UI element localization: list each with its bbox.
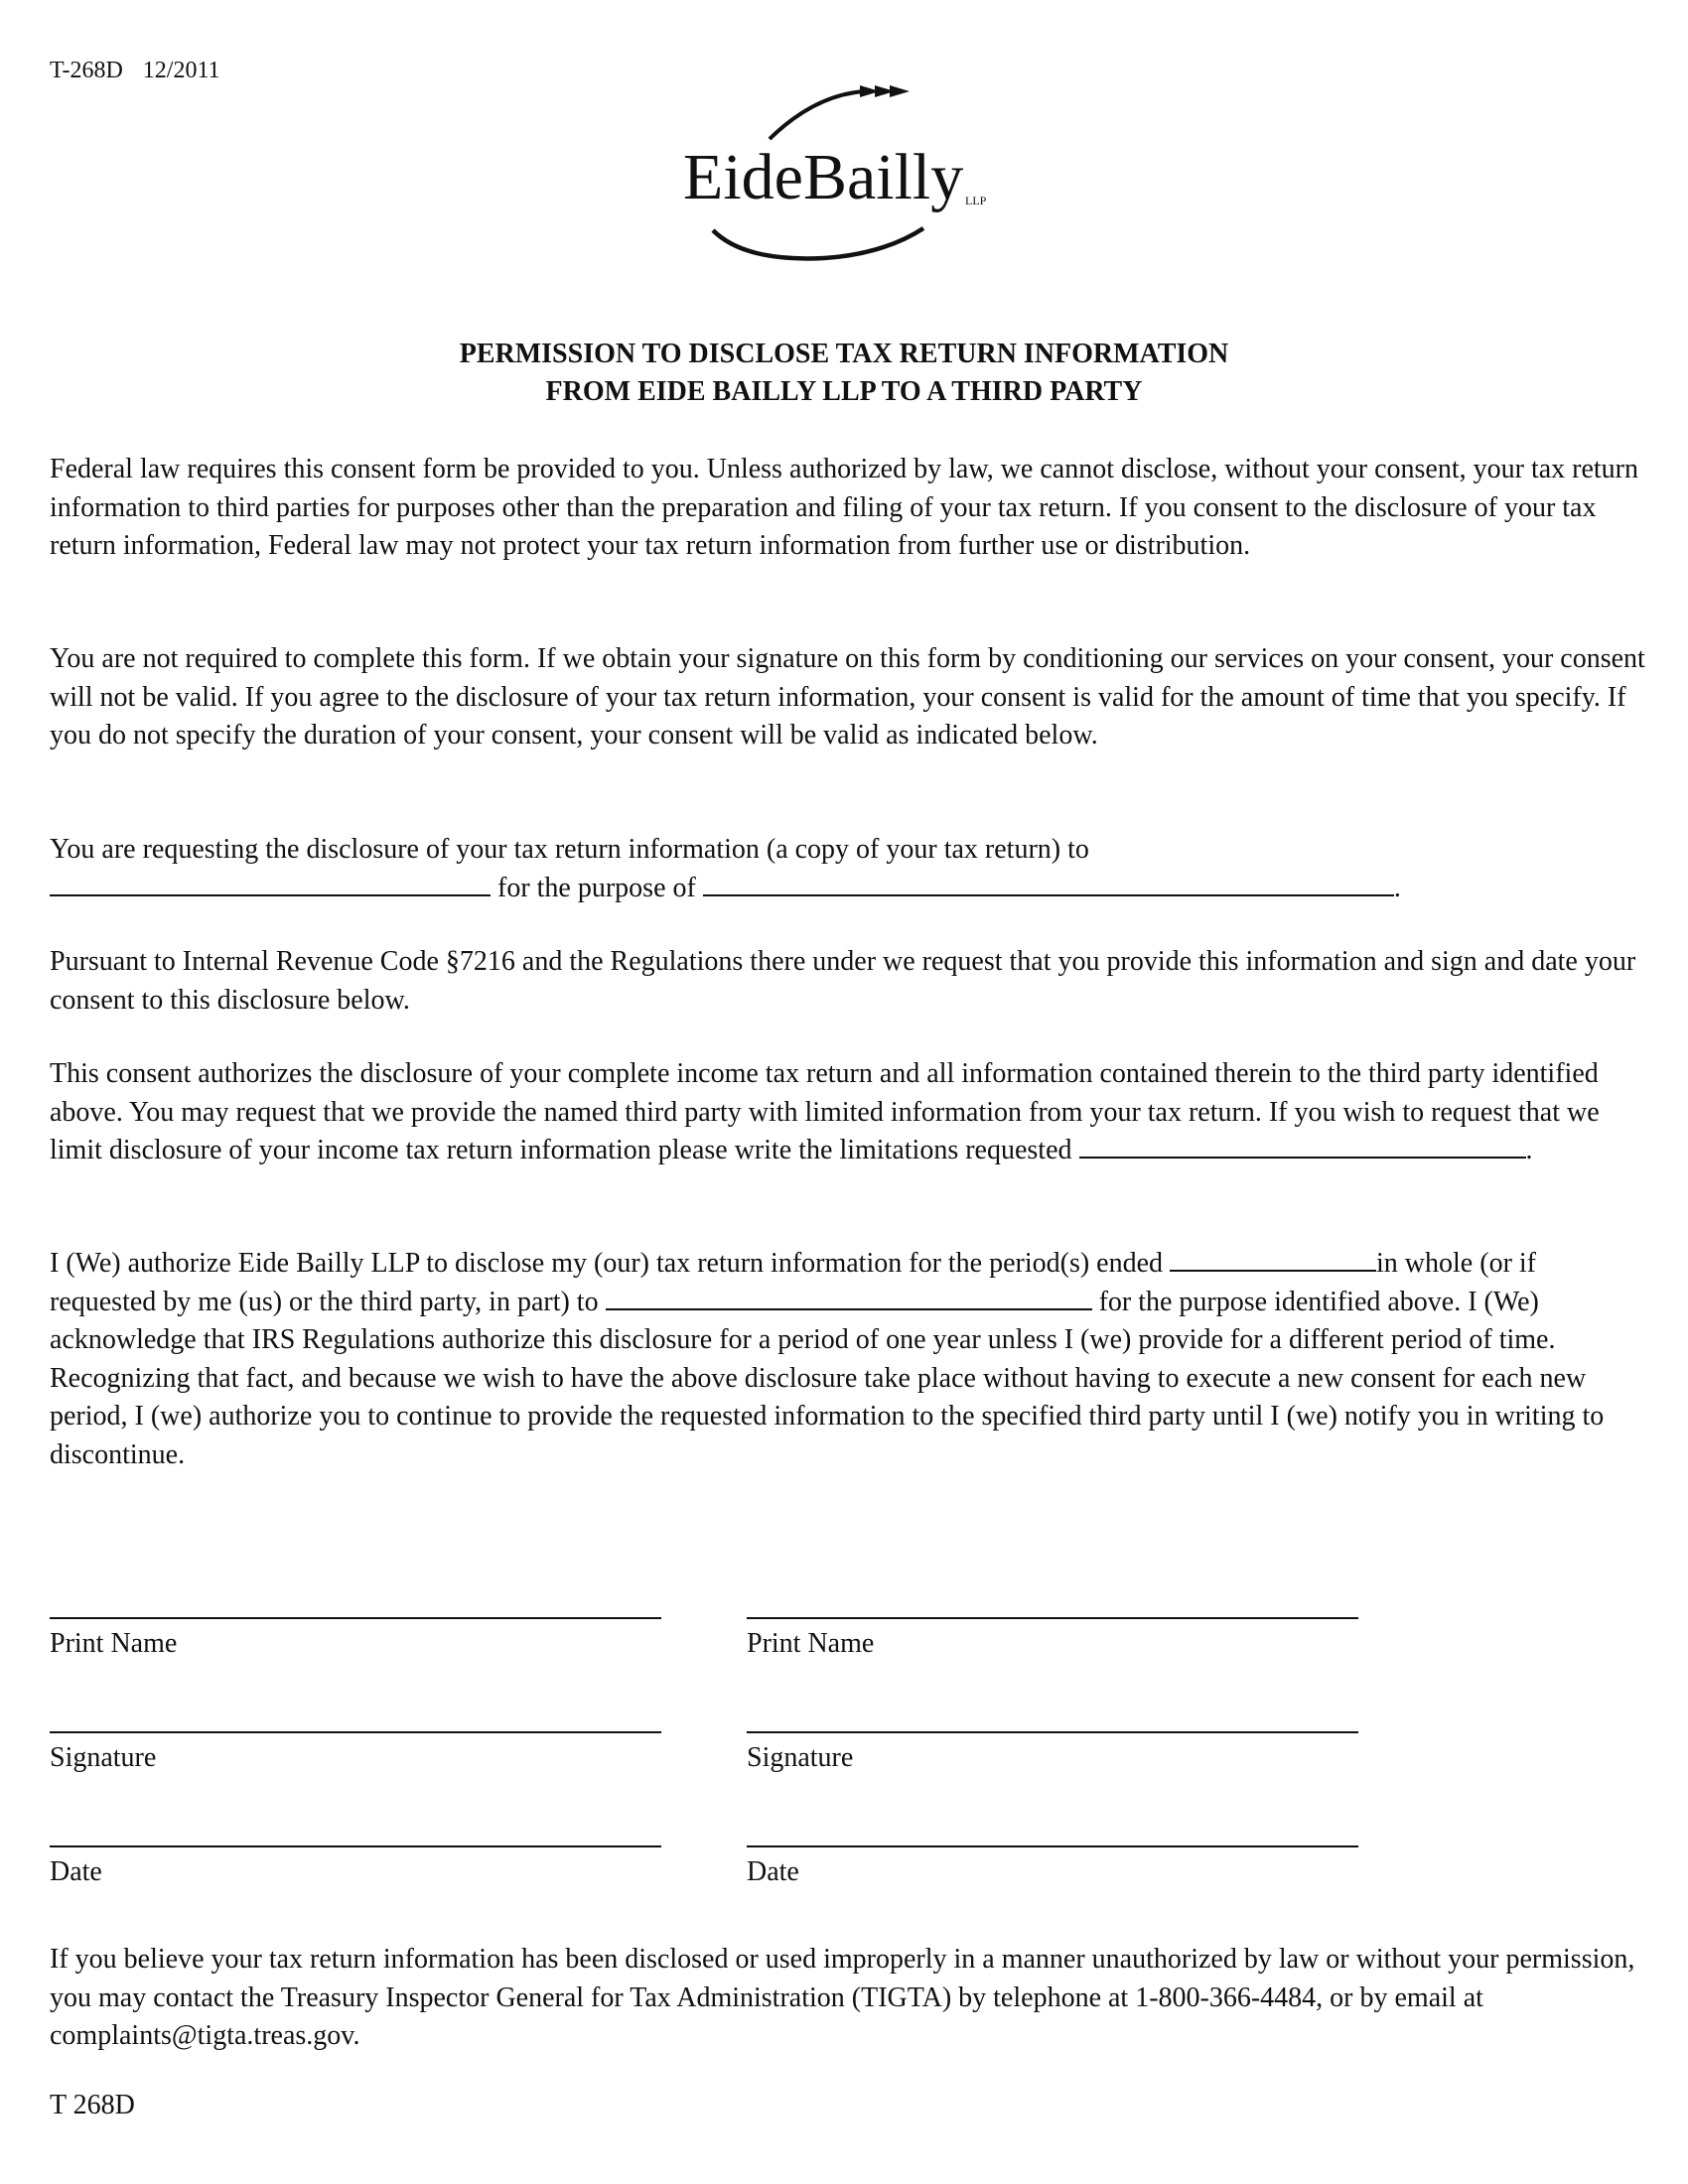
date-line-2[interactable] [747, 1845, 1358, 1847]
print-name-line-1[interactable] [50, 1617, 661, 1619]
paragraph-not-required: You are not required to complete this form. If we obtain your signature on this form by conditioning our services on your consent, your consent will not be valid. If you agree to the disclosure of your tax return information, your consent is valid for the amount of time that you specify. If you do not specify the duration of your consent, your consent will be valid as indicated below. [50, 643, 1645, 751]
print-name-line-2[interactable] [747, 1617, 1358, 1619]
disclose-to-field[interactable] [606, 1285, 1092, 1310]
form-number-header [50, 58, 220, 84]
paragraph-authorization [50, 1245, 1648, 1474]
period-mark: . [1393, 872, 1401, 903]
signature-line-2[interactable] [747, 1731, 1358, 1733]
third-party-name-field[interactable] [50, 871, 491, 896]
logo-top-swoosh [770, 91, 864, 139]
paragraph-federal-law: Federal law requires this consent form be provided to you. Unless authorized by law, we cannot disclose, without your consent, your tax return information to third parties for purposes other than the preparation and filing of your tax return. If you consent to the disclosure of your tax return information, Federal law may not protect your tax return information from further use or distribution. [50, 454, 1639, 561]
date-line-1[interactable] [50, 1845, 661, 1847]
logo-bottom-swoosh [713, 228, 923, 258]
logo-wordmark: EideBailly [683, 141, 964, 213]
authorization-text-1: I (We) authorize Eide Bailly LLP to disclose my (our) tax return information for the period(s) ended [50, 1248, 1164, 1279]
consent-authorizes-text: This consent authorizes the disclosure of your complete income tax return and all information contained therein to the third party identified above. You may request that we provide the named third party with limited information from your tax return. If you wish to request that we limit disclosure of your income tax return information please write the limitations requested [50, 1058, 1600, 1165]
logo-suffix: LLP [965, 194, 987, 207]
form-number: T-268D [50, 58, 123, 83]
logo-arrows [860, 85, 910, 97]
paragraph-consent-authorizes [50, 1055, 1648, 1170]
date-label-2: Date [747, 1856, 799, 1887]
signature-label-1: Signature [50, 1742, 157, 1773]
limitations-field[interactable] [1079, 1133, 1526, 1159]
print-name-label-1: Print Name [50, 1628, 178, 1659]
eide-bailly-logo [675, 81, 1013, 270]
requesting-text: You are requesting the disclosure of your tax return information (a copy of your tax return) to [50, 834, 1089, 865]
form-date: 12/2011 [142, 58, 220, 83]
limitations-period: . [1525, 1135, 1533, 1165]
paragraph-requesting-disclosure [50, 831, 1648, 907]
form-number-footer: T 268D [50, 2090, 135, 2120]
print-name-label-2: Print Name [747, 1628, 875, 1659]
paragraph-pursuant-irc: Pursuant to Internal Revenue Code §7216 and the Regulations there under we request that you provide this information and sign and date your consent to this disclosure below. [50, 946, 1636, 1016]
authorization-text-3: for the purpose identified above. I (We) acknowledge that IRS Regulations authorize this disclosure for a period of one year unless I (we) provide for a different period of time. Recognizing that fact, and because we wish to have the above disclosure take place without having to execute a new consent for each new period, I (we) authorize you to continue to provide the requested information to the specified third party until I (we) notify you in writing to discontinue. [50, 1286, 1605, 1470]
title-line-1: PERMISSION TO DISCLOSE TAX RETURN INFORMATION [459, 339, 1229, 369]
date-label-1: Date [50, 1856, 102, 1887]
paragraph-tigta-notice: If you believe your tax return information has been disclosed or used improperly in a manner unauthorized by law or without your permission, you may contact the Treasury Inspector General for Tax Administration (TIGTA) by telephone at 1-800-366-4484, or by email at complaints@tigta.treas.gov. [50, 1944, 1635, 2051]
period-ended-field[interactable] [1170, 1246, 1376, 1272]
authorization-text-2: in whole (or if requested by me (us) or the third party, in part) to [50, 1248, 1536, 1317]
signature-label-2: Signature [747, 1742, 854, 1773]
purpose-label: for the purpose of [497, 872, 696, 903]
title-line-2: FROM EIDE BAILLY LLP TO A THIRD PARTY [545, 376, 1143, 407]
signature-line-1[interactable] [50, 1731, 661, 1733]
page-title [0, 336, 1688, 411]
purpose-field[interactable] [703, 871, 1394, 896]
